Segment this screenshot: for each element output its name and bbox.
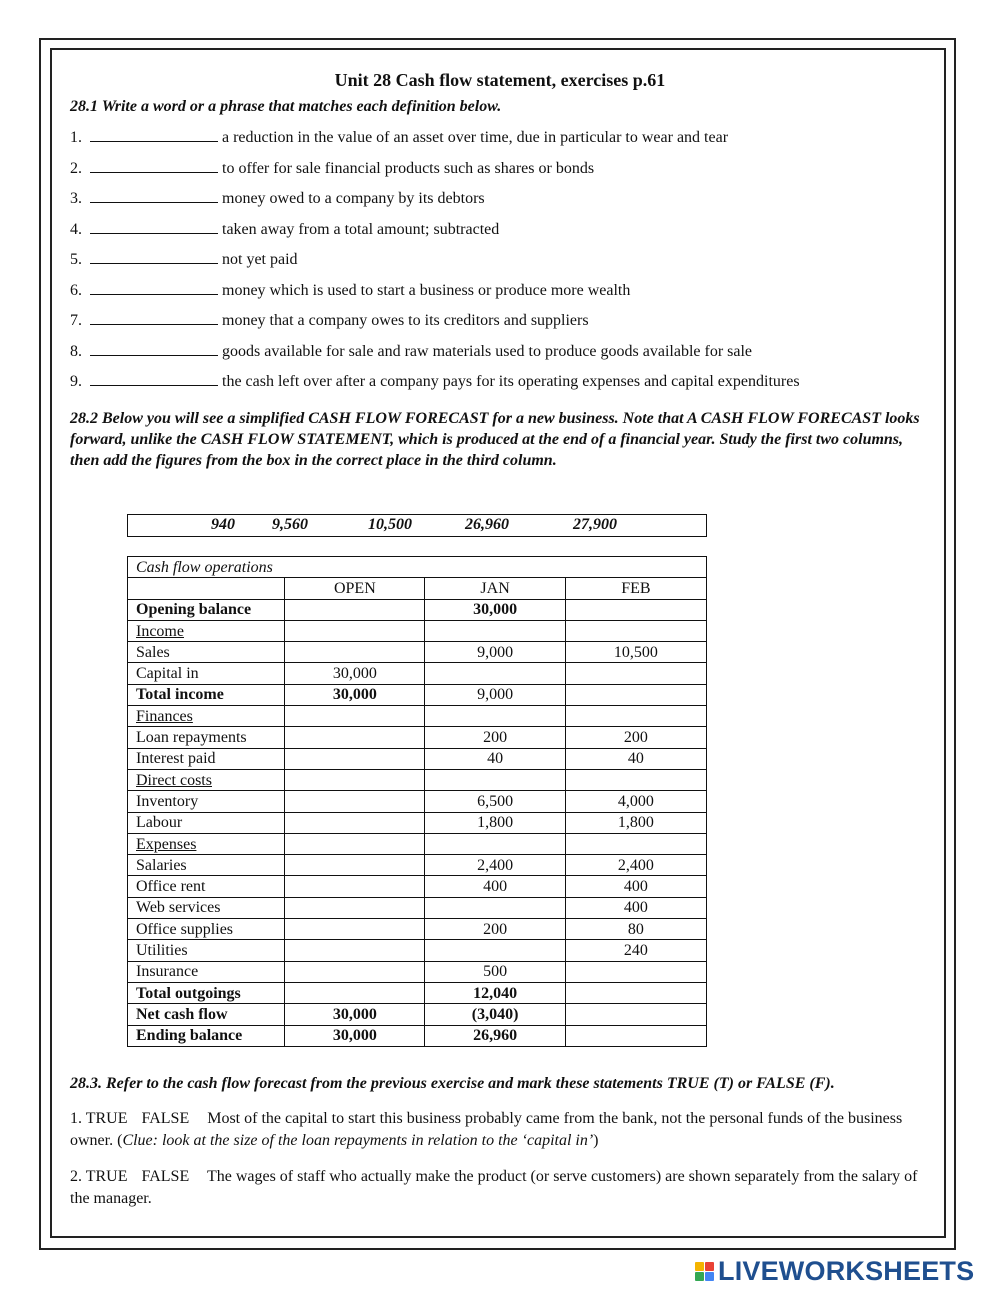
feb-answer-cell[interactable] [565, 599, 706, 620]
open-cell [285, 620, 425, 641]
row-label: Finances [128, 706, 285, 727]
row-label: Net cash flow [128, 1004, 285, 1025]
table-row [128, 620, 707, 641]
word-box-item[interactable]: 10,500 [368, 516, 412, 533]
jan-cell [425, 706, 565, 727]
table-header-row [128, 578, 707, 599]
jan-cell: 200 [425, 727, 565, 748]
open-cell [285, 833, 425, 854]
table-row [128, 1004, 707, 1025]
answer-blank[interactable] [90, 341, 218, 356]
open-cell: 30,000 [285, 1004, 425, 1025]
table-row [128, 706, 707, 727]
definition-text: not yet paid [222, 251, 298, 268]
cash-flow-table [127, 556, 707, 1047]
row-label: Loan repayments [128, 727, 285, 748]
open-cell [285, 982, 425, 1003]
open-cell [285, 855, 425, 876]
definition-item [70, 371, 930, 402]
jan-cell [425, 833, 565, 854]
table-row [128, 599, 707, 620]
logo-text: LIVEWORKSHEETS [718, 1255, 975, 1286]
open-cell [285, 897, 425, 918]
table-row [128, 961, 707, 982]
table-row [128, 727, 707, 748]
answer-blank[interactable] [90, 188, 218, 203]
feb-cell [565, 769, 706, 790]
column-header [128, 578, 285, 599]
feb-answer-cell[interactable] [565, 684, 706, 705]
open-cell [285, 642, 425, 663]
feb-cell: 10,500 [565, 642, 706, 663]
feb-cell [565, 961, 706, 982]
answer-blank[interactable] [90, 310, 218, 325]
item-number: 4. [70, 220, 82, 238]
jan-cell [425, 940, 565, 961]
jan-cell: 200 [425, 919, 565, 940]
jan-cell: 500 [425, 961, 565, 982]
table-row [128, 663, 707, 684]
feb-cell [565, 833, 706, 854]
feb-cell: 200 [565, 727, 706, 748]
exercise-1-instruction: 28.1 Write a word or a phrase that matches each definition below. [70, 98, 502, 115]
table-row [128, 833, 707, 854]
table-row [128, 855, 707, 876]
jan-cell: 26,960 [425, 1025, 565, 1046]
true-option[interactable]: TRUE [85, 1110, 128, 1127]
word-box-item[interactable]: 940 [211, 516, 235, 533]
row-label: Labour [128, 812, 285, 833]
row-label: Interest paid [128, 748, 285, 769]
definition-text: to offer for sale financial products such as shares or bonds [222, 159, 595, 177]
feb-cell: 240 [565, 940, 706, 961]
open-cell: 30,000 [285, 663, 425, 684]
table-row [128, 642, 707, 663]
jan-cell: 9,000 [425, 642, 565, 663]
table-row [128, 897, 707, 918]
feb-cell [565, 706, 706, 727]
table-row [128, 1025, 707, 1046]
answer-blank[interactable] [90, 280, 218, 295]
word-box-item[interactable]: 27,900 [573, 516, 617, 533]
table-row [128, 919, 707, 940]
answer-blank[interactable] [90, 249, 218, 264]
jan-cell: 400 [425, 876, 565, 897]
table-row [128, 769, 707, 790]
definition-text: taken away from a total amount; subtracted [222, 220, 500, 238]
definition-text: goods available for sale and raw materials used to produce goods available for sale [222, 342, 753, 360]
item-number: 9. [70, 373, 82, 390]
word-box-item[interactable]: 9,560 [272, 516, 308, 533]
row-label: Sales [128, 642, 285, 663]
jan-cell: 9,000 [425, 684, 565, 705]
table-row [128, 684, 707, 705]
row-label: Opening balance [128, 599, 285, 620]
definitions-list [70, 127, 930, 402]
definition-item [70, 219, 930, 250]
row-label: Ending balance [128, 1025, 285, 1046]
word-box-item[interactable]: 26,960 [465, 516, 509, 533]
item-number: 2. [70, 159, 82, 177]
statement-close: ) [593, 1132, 599, 1149]
true-option[interactable]: TRUE [85, 1168, 128, 1185]
table-caption: Cash flow operations [128, 557, 707, 578]
row-label: Direct costs [128, 769, 285, 790]
jan-cell [425, 620, 565, 641]
feb-cell: 4,000 [565, 791, 706, 812]
open-cell [285, 919, 425, 940]
statement-text: Most of the capital to start this business probably came from the bank, not the personal funds of the business owner. ( [70, 1110, 903, 1149]
exercise-2-instruction: 28.2 Below you will see a simplified CASH FLOW FORECAST for a new business. Note that A CASH FLOW FORECAST looks forward, unlike the CASH FLOW STATEMENT, which is produced at the end of a financial year. Study the first two columns, then add the figures from the box in the correct place in the third column. [70, 409, 920, 469]
feb-answer-cell[interactable] [565, 982, 706, 1003]
jan-cell [425, 769, 565, 790]
row-label: Salaries [128, 855, 285, 876]
jan-cell: 2,400 [425, 855, 565, 876]
feb-cell: 40 [565, 748, 706, 769]
answer-blank[interactable] [90, 219, 218, 234]
statement-item [70, 1108, 930, 1152]
table-row [128, 876, 707, 897]
open-cell [285, 727, 425, 748]
open-cell: 30,000 [285, 1025, 425, 1046]
open-cell [285, 812, 425, 833]
answer-blank[interactable] [90, 158, 218, 173]
exercise-3-instruction: 28.3. Refer to the cash flow forecast from the previous exercise and mark these statements TRUE (T) or FALSE (F). [70, 1075, 835, 1092]
open-cell [285, 940, 425, 961]
row-label: Insurance [128, 961, 285, 982]
definition-item [70, 310, 930, 341]
definition-item [70, 127, 930, 158]
worksheet [70, 66, 930, 1207]
item-number: 5. [70, 251, 82, 268]
jan-cell [425, 663, 565, 684]
jan-cell: 6,500 [425, 791, 565, 812]
definition-text: a reduction in the value of an asset over time, due in particular to wear and tear [222, 129, 729, 146]
feb-cell: 400 [565, 897, 706, 918]
statement-clue: Clue: look at the size of the loan repayments in relation to the ‘capital in’ [122, 1132, 594, 1149]
row-label: Office supplies [128, 919, 285, 940]
feb-cell [565, 663, 706, 684]
definition-item [70, 280, 930, 311]
definition-item [70, 341, 930, 372]
open-cell [285, 791, 425, 812]
open-cell [285, 706, 425, 727]
item-number: 7. [70, 312, 82, 329]
liveworksheets-logo [695, 1254, 974, 1288]
word-box [127, 514, 707, 537]
open-cell [285, 769, 425, 790]
jan-cell: 12,040 [425, 982, 565, 1003]
statement-text: The wages of staff who actually make the product (or serve customers) are shown separately from the salary of the manager. [70, 1168, 918, 1207]
feb-cell: 80 [565, 919, 706, 940]
table-row [128, 791, 707, 812]
item-number: 8. [70, 342, 82, 360]
table-row [128, 748, 707, 769]
feb-cell: 400 [565, 876, 706, 897]
jan-cell: 40 [425, 748, 565, 769]
definition-text: the cash left over after a company pays for its operating expenses and capital expenditures [222, 373, 800, 390]
false-option[interactable]: FALSE [141, 1110, 190, 1127]
exercise-3 [70, 1073, 930, 1210]
table-row [128, 940, 707, 961]
item-number: 3. [70, 190, 82, 207]
row-label: Utilities [128, 940, 285, 961]
open-cell [285, 748, 425, 769]
definition-text: money owed to a company by its debtors [222, 190, 485, 207]
jan-cell: 1,800 [425, 812, 565, 833]
column-header: OPEN [285, 578, 425, 599]
answer-blank[interactable] [90, 371, 218, 386]
row-label: Inventory [128, 791, 285, 812]
feb-answer-cell[interactable] [565, 1004, 706, 1025]
feb-cell: 1,800 [565, 812, 706, 833]
open-cell [285, 599, 425, 620]
row-label: Expenses [128, 833, 285, 854]
false-option[interactable]: FALSE [141, 1168, 190, 1185]
column-header: JAN [425, 578, 565, 599]
definition-text: money which is used to start a business or produce more wealth [222, 281, 631, 299]
item-number: 6. [70, 281, 82, 299]
table-row [128, 812, 707, 833]
open-cell: 30,000 [285, 684, 425, 705]
statement-number: 2. [70, 1168, 82, 1185]
definition-item [70, 249, 930, 280]
liveworksheets-logo-icon [695, 1262, 714, 1281]
column-header: FEB [565, 578, 706, 599]
row-label: Web services [128, 897, 285, 918]
row-label: Total income [128, 684, 285, 705]
jan-cell: 30,000 [425, 599, 565, 620]
row-label: Income [128, 620, 285, 641]
table-row [128, 982, 707, 1003]
page-title: Unit 28 Cash flow statement, exercises p.61 [334, 70, 666, 90]
open-cell [285, 961, 425, 982]
definition-text: money that a company owes to its creditors and suppliers [222, 312, 589, 329]
definition-item [70, 188, 930, 219]
item-number: 1. [70, 129, 82, 146]
feb-cell [565, 620, 706, 641]
feb-cell: 2,400 [565, 855, 706, 876]
jan-cell: (3,040) [425, 1004, 565, 1025]
definition-item [70, 158, 930, 189]
open-cell [285, 876, 425, 897]
row-label: Office rent [128, 876, 285, 897]
statement-item [70, 1166, 930, 1210]
row-label: Total outgoings [128, 982, 285, 1003]
row-label: Capital in [128, 663, 285, 684]
jan-cell [425, 897, 565, 918]
answer-blank[interactable] [90, 127, 218, 142]
feb-answer-cell[interactable] [565, 1025, 706, 1046]
statement-number: 1. [70, 1110, 82, 1127]
